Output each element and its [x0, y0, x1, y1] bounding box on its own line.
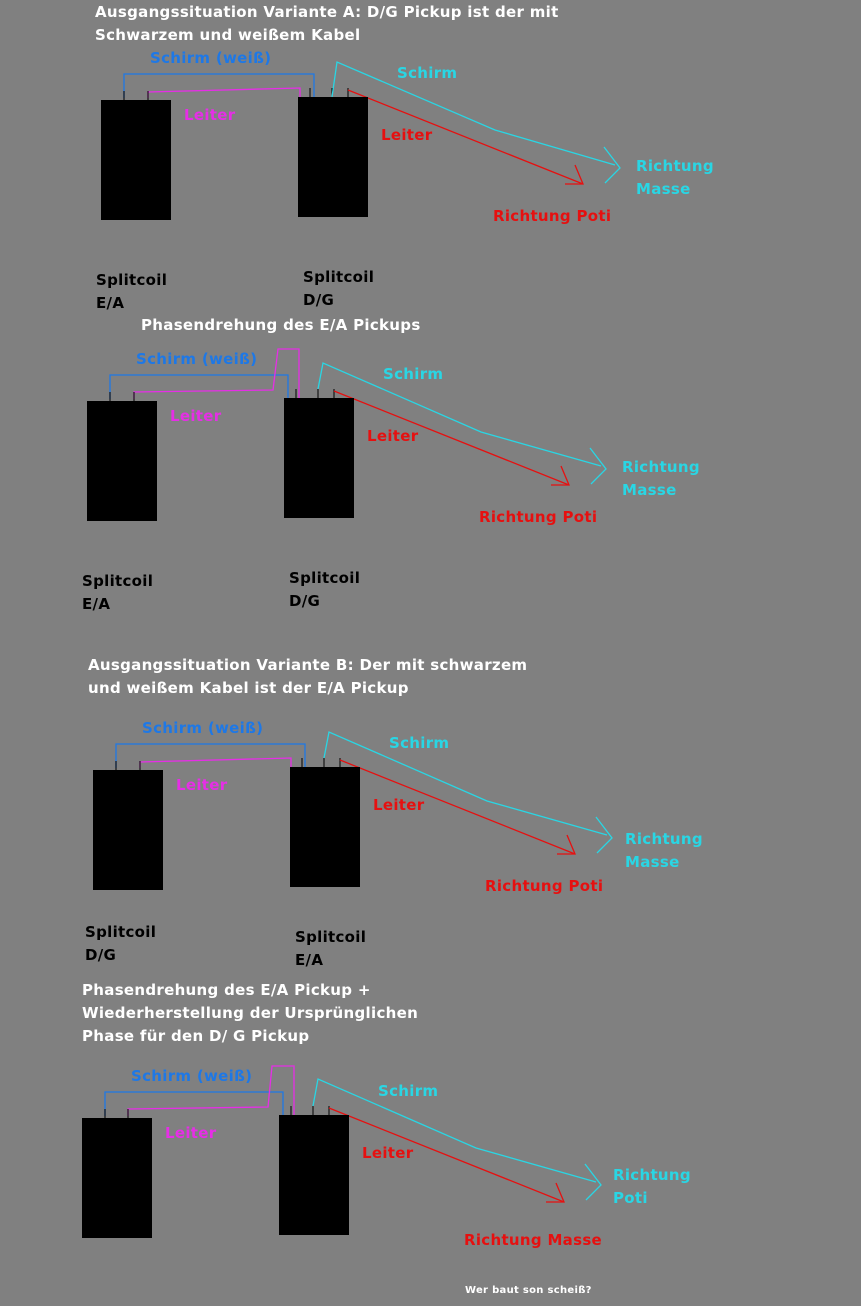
section-4-bottom-direction: Richtung Masse	[464, 1231, 603, 1249]
section-1-right-pickup	[298, 97, 368, 217]
section-3-bottom-direction: Richtung Poti	[485, 877, 604, 895]
section-3-schirm-label: Schirm	[389, 734, 450, 752]
section-2-leiter-arrowhead	[551, 466, 569, 485]
section-2-bottom-direction: Richtung Poti	[479, 508, 598, 526]
section-3-shield-label: Schirm (weiß)	[142, 719, 264, 737]
section-1-left-pickup	[101, 100, 171, 220]
section-4-right-pickup	[279, 1115, 349, 1235]
section-1-title-line-1: Ausgangssituation Variante A: D/G Pickup ist der mit	[95, 3, 559, 21]
section-2-right-direction-line-2: Masse	[622, 481, 677, 499]
section-4-schirm-wire	[313, 1079, 596, 1182]
section-3-conductor-wire	[140, 758, 291, 768]
section-1-right-coil-name: Splitcoil	[303, 268, 375, 286]
section-3-right-direction-line-1: Richtung	[625, 830, 703, 848]
section-3-title-line-2: und weißem Kabel ist der E/A Pickup	[88, 679, 409, 697]
section-1-schirm-wire	[332, 62, 615, 165]
section-2-right-direction-line-1: Richtung	[622, 458, 700, 476]
section-3-right-direction-line-2: Masse	[625, 853, 680, 871]
section-4-right-direction-line-2: Poti	[613, 1189, 648, 1207]
section-1-title-line-2: Schwarzem und weißem Kabel	[95, 26, 361, 44]
section-4-left-pickup	[82, 1118, 152, 1238]
section-2-conductor-label: Leiter	[170, 407, 222, 425]
section-1-left-coil-strings: E/A	[96, 294, 125, 312]
section-2-shield-label: Schirm (weiß)	[136, 350, 258, 368]
section-4-shield-label: Schirm (weiß)	[131, 1067, 253, 1085]
section-3-right-pickup	[290, 767, 360, 887]
section-2-leiter-label: Leiter	[367, 427, 419, 445]
section-2-title-line-1: Phasendrehung des E/A Pickups	[141, 316, 421, 334]
section-4-schirm-label: Schirm	[378, 1082, 439, 1100]
section-1-shield-label: Schirm (weiß)	[150, 49, 272, 67]
section-2-left-pickup	[87, 401, 157, 521]
section-2-right-pickup	[284, 398, 354, 518]
section-1-shield-wire	[124, 74, 314, 98]
section-4-title-line-1: Phasendrehung des E/A Pickup +	[82, 981, 371, 999]
section-3-right-coil-strings: E/A	[295, 951, 324, 969]
section-1-leiter-arrowhead	[565, 165, 583, 184]
section-2-schirm-label: Schirm	[383, 365, 444, 383]
section-2-schirm-arrowhead	[590, 448, 606, 484]
section-3-title-line-1: Ausgangssituation Variante B: Der mit schwarzem	[88, 656, 528, 674]
section-2-left-coil-strings: E/A	[82, 595, 111, 613]
section-1-conductor-wire	[148, 88, 300, 98]
section-3-schirm-wire	[324, 732, 607, 835]
section-4-title-line-2: Wiederherstellung der Ursprünglichen	[82, 1004, 419, 1022]
section-3-right-coil-name: Splitcoil	[295, 928, 367, 946]
section-3-schirm-arrowhead	[596, 817, 612, 853]
section-1-left-coil-name: Splitcoil	[96, 271, 168, 289]
section-1-right-coil-strings: D/G	[303, 291, 335, 309]
section-1-bottom-direction: Richtung Poti	[493, 207, 612, 225]
section-1-right-direction-line-2: Masse	[636, 180, 691, 198]
section-1-right-direction-line-1: Richtung	[636, 157, 714, 175]
section-2-right-coil-strings: D/G	[289, 592, 321, 610]
section-3-leiter-label: Leiter	[373, 796, 425, 814]
section-4-leiter-label: Leiter	[362, 1144, 414, 1162]
section-4-conductor-label: Leiter	[165, 1124, 217, 1142]
section-3-left-pickup	[93, 770, 163, 890]
footer-note: Wer baut son scheiß?	[465, 1285, 592, 1296]
section-3-conductor-label: Leiter	[176, 776, 228, 794]
section-4-schirm-arrowhead	[585, 1164, 601, 1200]
section-1-schirm-arrowhead	[604, 147, 620, 183]
section-3-shield-wire	[116, 744, 305, 768]
section-2-right-coil-name: Splitcoil	[289, 569, 361, 587]
section-4-right-direction-line-1: Richtung	[613, 1166, 691, 1184]
section-2-schirm-wire	[318, 363, 601, 466]
section-4-title-line-3: Phase für den D/ G Pickup	[82, 1027, 310, 1045]
section-1-conductor-label: Leiter	[184, 106, 236, 124]
section-2-shield-wire	[110, 375, 288, 399]
section-3-left-coil-strings: D/G	[85, 946, 117, 964]
section-3-left-coil-name: Splitcoil	[85, 923, 157, 941]
section-1-leiter-label: Leiter	[381, 126, 433, 144]
section-3-leiter-arrowhead	[557, 835, 575, 854]
section-2-left-coil-name: Splitcoil	[82, 572, 154, 590]
section-1-schirm-label: Schirm	[397, 64, 458, 82]
section-4-shield-wire	[105, 1092, 283, 1116]
section-4-leiter-arrowhead	[546, 1183, 564, 1202]
